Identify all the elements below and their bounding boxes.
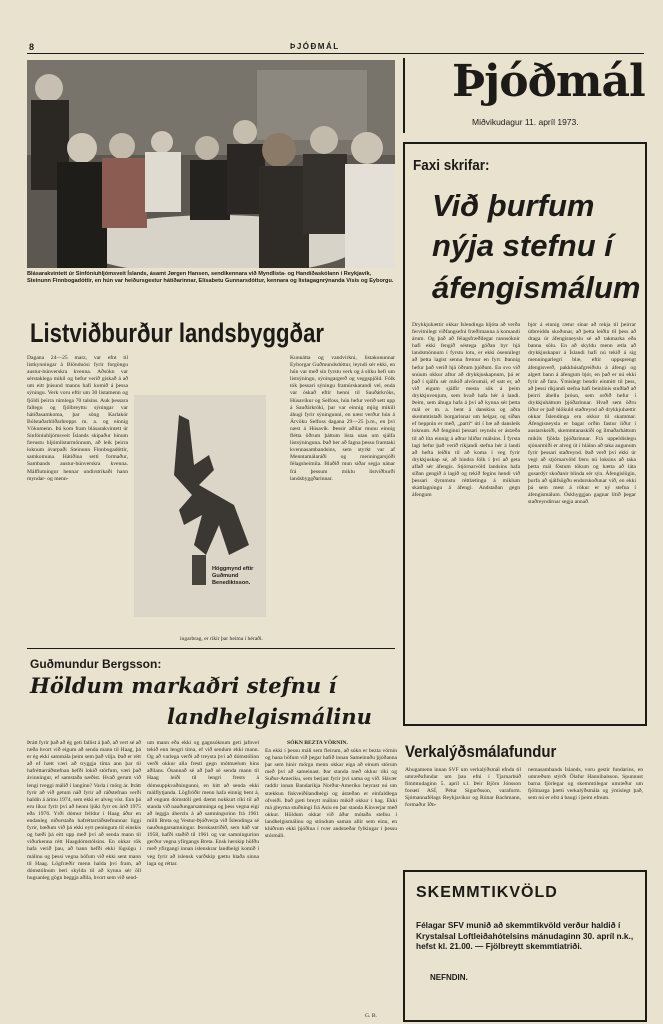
photo-top [27,60,395,268]
holdum-signature: G. B. [365,1013,377,1019]
verkaly-col2: nemasambands Íslands, voru gestir fundarins, en umræðum stýrði Ólafur Hannibalsson. Spunnust barna fjörlegar og skemmtilegar umræður um fjölmarga þætti verkalýðsmála og ýmislegt það, sem nú er efst á baugi í þeim efnum. [528,767,643,802]
list-col2-end: ingarbrag, er ríkir þar heima í héraði. [180,636,263,642]
list-col1: Dagana 24—25 marz, var efnt til listkynningar á Blönduósi fyrir forgöngu austur-húnverskra kvenna. Aðsókn var sérstaklega mikil og hefur verið giskað á að um eitt þúsund manns hafi komið á þessa sýningu. Verk voru eftir um 30 listamenn og fjöldi þeirra rúmlega 70 talsins. Auk þessara fallegu og fjölbreyttu sýningar var hátíðasamkoma, þar söng Karlakór Bólstaðarhlíðarhrepps m. a. og einnig Vökumenn. Þá kom fram blásarakvintett úr Sinfóníuhljómsveit Íslands skipaður hinum færustu hljómlistarmönnum, að leik þeirra loknum ávarpaði Steinunn Finnbogadóttir, samkomuna. Hátíðina setti formaður, Sambands austur-húnverskra kvenna. Málflutningur hennar undirstrikaði hann myndar- og menn- [27,355,128,482]
page-number: 8 [29,42,35,52]
holdum-headline-line2: landhelgismálinu [167,704,372,729]
verkaly-headline: Verkalýðsmálafundur [405,742,557,761]
skemmti-headline: SKEMMTIKVÖLD [416,884,558,901]
masthead-date: Miðvikudagur 11. apríl 1973. [472,117,579,127]
holdum-col2: um mann eða ekki og gagnsóknum geti jafnvel tekið enn lengri tíma, ef við sendum ekki mann. Og að varlega verði að treysta því að dómstólinn verði okkur alla fresti gegn mótmælum hins aðilans. Ósannað sé að það sé senda mann til Haag leiði til lengri frests á dómsuppkvaðningunni, en hitt að senda ekki málflytjanda. Lögfróðir menn hafa einnig bent á, að engum dómstóli geti dæmt nokkurt ríki til að standa við nauðungarsamninga og þess vegna eigi að leggja áherzlu á að samningurinn frá 1961 milli Breta og Vestur-Þjóðverja við Íslendinga sé nauðungarsamningur. Þorskastríðið, sem háð var 1958, hafði staðið til 1961 og var samningurinn gerður vegna yfirgangs Breta. Ensk herskip höfðu með yfirgangi innan íslenskrar landhelgi komið í veg fyrir að íslensk varðskip gættu hlaða sinna laga og réttar. [147,740,259,867]
masthead-small: ÞJÓÐMÁL [290,42,340,51]
skemmti-signature: NEFNDIN. [430,973,468,982]
verkaly-col1: Áhugamenn innan SVF um verkalýðsmál efndu til umræðufundar um þau efni í Tjarnarbúð fimmtudaginn 5. apríl s.l. Þeir Björn Jónsson forseti ASÍ, Pétur Sigurðsson, varaform. Sjómannafélags Reykjavíkur og Rúnar Bachmann, formaður Iðn- [405,767,521,809]
sculpture-caption: Höggmynd eftir Guðmund Benediktsson. [212,566,254,587]
holdum-col3: En ekki í þessu máli sem fleirum, að sókn er bezta vörnin og hana höfum við þegar hafið innan Sameinuðu þjóðanna þar sem hinir mörgu menn okkar eiga að einum störum með því að sameinast. Þar standa með okkur ríki og Suður-Ameríku, sem berjast fyrir því sama og við. Hávær raddir innan Bandaríkja Norður-Ameríku heyrast nú um stækkun fiskveiðilandhelgi og ástæðan er einfaldlega ofveiði. Það gæti breytt málinu mikið okkur í hag. Ekki má gleyma stuðningi frá Asíu en þar standa Kínverjar með okkur. Höldum okkar við áður mótaða stefnu í landhelgismálinu og stöndum saman allir sem einn, en klúðrum ekki þjóðina í tvær andstæðar fylkingar í þessu stórmáli. [265,748,397,840]
holdum-headline-line1: Höldum markaðri stefnu í [30,673,337,698]
faxi-headline-line3: áfengismálum [432,270,641,305]
list-headline: Listviðburður landsbyggðar [30,318,324,348]
photo-top-caption: Blásarakvintett úr Sinfóníuhljómsveit Íslands, ásamt Jørgen Hansen, sendikennara við Myndlista- og Handíðaskólann í Reykjavík, Steinunn Finnbogadóttir, en hún var heiðursgestur hátíðarinnar, Elísabetu Gunnarsdóttur, kennara og listagagnrýnanda Vísis og Eyborgu. [27,271,394,285]
faxi-headline-line2: nýja stefnu í [432,228,613,263]
header-rule [27,53,644,54]
mid-rule-left [27,648,395,649]
photo-top-image [27,60,395,268]
faxi-headline-line1: Við þurfum [432,188,595,223]
masthead-rule-left [403,58,405,133]
holdum-byline: Guðmundur Bergsson: [30,657,162,671]
faxi-col2: bjór á einnig rætur sínar að rekja til þeirrar útbreiddu skoðunar, að þetta leiðin til þess að draga úr áfengisneyslu sé að takmarka eða banna sölu. En að skyldu menn ætla að drykkjuskapur á Íslandi hafi nú tekið á sig menningarlegri blæ, eftir uppsprengt áfengisverð, pakkhúsafgreiðslu á áfengi og algert bann á áfengum bjór, en það er nú ekki fyrir að fara. Ýmislegt bendir einmitt til þess, að þessi ríkjandi stefna hafi beinlínis stuðlað að þeirri áhellu þróun, sem orðið hefur í drykkjuháttum þjóðarinnar. Hvað sem öðru líður er það hlökuld staðreynd að drykkjuhættir okkar Íslendinga eru okkur til skammar. Áfengisneysla er bagar orðin fastur liður í austarskeiði, skemmtanaskiði og ílmaðarháttum mikils fjölda þjóðarinnar. Frá uppeldislegu sjónarmiði er alveg út í hláinn að taka augunum fyrir þessari staðreynd. Það verð því ekki úr vegi að stjórnarvöld færu nú loksins að taka þetta mál föstum tökum og hætta að láta gusardýr skoðanir blinda sér sýn. Áfengislögin, þurfa að sjálfsögðu endurskoðunar við, en ekki þá sem mest á rökur er ný stefna í áfengismálum. Óskhyggjan gagnar lítið þegar staðreyndirnar segja annað. [528,322,636,506]
list-col3: Kunnátta og vandvirkni, listakonunnar Eyborgar Guðmundsdóttur, leyndi sér ekki, en hún var með sín fyrstu verk og á slíku hefi um listsýningu, sýningargerð og veggspjöld. Fólk tók þessari sýningu framúrskarandi vel, enda var óskað eftir henni til Sauðárkróks, Húsavíkur og Selfoss, hún hefur verið sett upp á Sauðárkróki, þar var einnig mjög mikill áhugi fyrir sýningunni, en næst verður hún á Árvöku Selfoss dagana 29—25 þ.m., en þvi næst á Húsavík. Þessir aðilar munu einnig flétta öðrum þáttum lista utan um sjálfa listsýninguna. Það ber að fagna þessu framtaki kvennasambandsins, sem styrkt var af Menntamálaráði og menningarsjóði félagsheimila. Blaðið mun síðar segja nánar frá þessum miklu listviðburði landsbyggðarinnar. [290,355,395,482]
faxi-kicker: Faxi skrifar: [413,157,490,174]
faxi-col1: Drykkjuhættir okkar Íslendinga hljóta að verða fervitnilegt viðfangsefni fræðimanna á komandi árum. Og það að félagsfræðilegar rannsóknir hafi ekki fengið séstega góðan byr hjá landsmönnum í fyrstu lotu, er ekki ósennilegt að þetta lagist senna fremur en fyrr. Þannig hefur það verið hjá öðrum þjóðum. En svo við snúum okkur aftur að drykkjuskapnum, þá er það í sjálfu sér mikið alvörumál, ef satt er, að við eigum sjálfir mesta sök á þeim drykkjuvenjum, sem hvað hafa hér á landi. Þeim, sem áhuga hafa á því að kynna sér þetta mál er m. a. bent á danskiss og aðra skemmtistaði borgarinnar um helgar, og síðan ef heppnin er með, „partí“ úti í bæ að dansleik loknum. Að fenginni þessari reynslu er ástæða til að líta einnig á aðrar hliðar málsins. Í fyrsta lagi hefur það verið ríkjandi stefna hér á landi að hefta leiðin til að koma í veg fyrir drykkjuskap sé, að bindra fólk í því að geta aflað sér áfengis. Stjórnarvöld landsins hafa síðan gengið á lagið og tekið fegins hendi við þessari dymmstu réttlætingu á miklum skattlagningu á áfengi. Andstaðan gegn áfengum [412,322,520,499]
masthead-title: Þjóðmál [452,56,645,107]
skemmti-body: Félagar SFV munið að skemmtikvöld verður haldið í Krystalsal Loftleiðahótelsins mánudaginn 30. apríl n.k., hefst kl. 21.00. — Fjölbreytt skemmtiatriði. [416,920,634,951]
holdum-col1: Þrátt fyrir það að ég geti fallist á það, að vert sé að ræða hvort við eigum að senda mann til Haag, þá er ég ekki sammála þeim sem það vilja. Það er rétt að ef hætt væri að tryggja tíma ann þar til hafréttarráðstefnan hefði lokið störfum, væri það ávinningur, ef samstaða næðist. Hvað gerum við lengi tveggi málið í langinn? Varla í mörg ár. Þrátt fyrir að við getum náð fyrir að ráðstefnan verði haldin á árinu 1974, sem ekki er alveg víst. Enn þá eru líkur fyrir því að henni ljúki fyrr en árið 1975 eða 1976. Yrði dómur felldur í Haag áður en endanleg niðurstaða hafréttarráðstefnunnar liggi fyrir, bæðum við þá ekki eytt peningum til einskis og bæði þá eitt upp með því að senda mann til viðurkenna rétt Haagdómstólsins. En okkar rök hafa verið þau, að hann hefði ekki lögsögu í málinu og þessi vegna höfum við ekki sent mann til Haag. Lögfræðir menn halda því fram, að dómstólnum beri skylda til að kynna sér öll hugsanleg gögn beggja aðila, hvort sem við send- [27,740,141,881]
holdum-col3-subhead: SÓKN BEZTA VÖRNIN. [287,740,348,746]
